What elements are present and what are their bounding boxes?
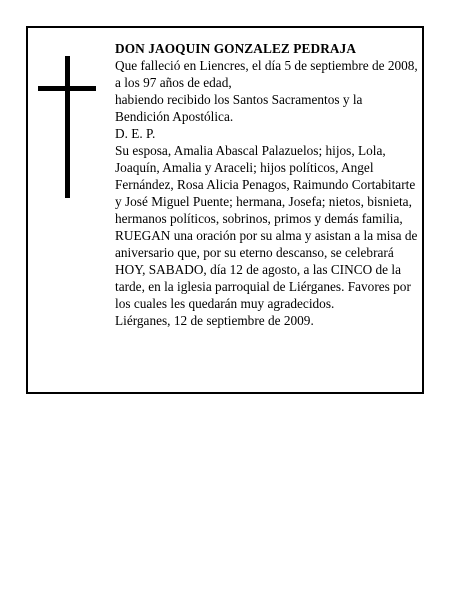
cross-icon [38, 56, 96, 198]
deceased-name: DON JAOQUIN GONZALEZ PEDRAJA [115, 41, 357, 56]
rip-line: D. E. P. [115, 126, 156, 141]
family-line: Su esposa, Amalia Abascal Palazuelos; hijos, Lola, Joaquín, Amalia y Araceli; hijos políticos, Angel Fernández, Rosa Alicia Penagos, Raimundo Cortabitarte y José Miguel Puente; hermana, Josefa; nietos, bisnieta, hermanos políticos, sobrinos, primos y demás familia, [115, 143, 416, 226]
place-date-line: Liérganes, 12 de septiembre de 2009. [115, 313, 314, 328]
death-line: Que falleció en Liencres, el día 5 de septiembre de 2008, a los 97 años de edad, [115, 58, 418, 90]
obituary-notice [26, 26, 424, 394]
cross-horizontal-bar [38, 86, 96, 91]
request-line: RUEGAN una oración por su alma y asistan a la misa de aniversario que, por su eterno descanso, se celebrará HOY, SABADO, día 12 de agosto, a las CINCO de la tarde, en la iglesia parroquial de Liérganes. Favores por los cuales les quedarán muy agradecidos. [115, 228, 418, 311]
sacraments-line: habiendo recibido los Santos Sacramentos y la Bendición Apostólica. [115, 92, 363, 124]
notice-text [115, 40, 420, 329]
cross-vertical-bar [65, 56, 70, 198]
